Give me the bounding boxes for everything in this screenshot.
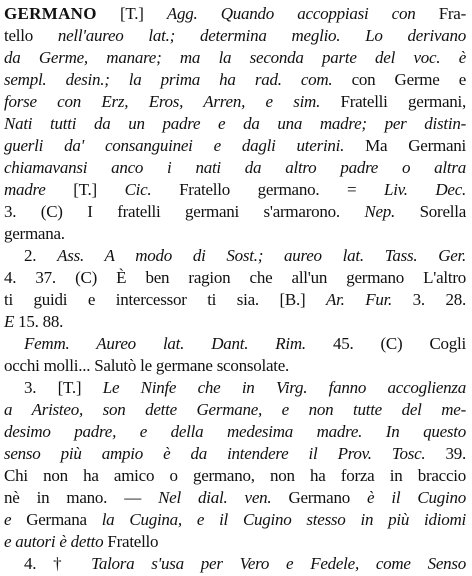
entry-line-10: 3. (C) I fratelli germani s'armarono. Nep. Sorella — [4, 202, 466, 221]
headword: GERMANO — [4, 4, 97, 23]
sense-3-line-5: Chi non ha amico o germano, non ha forza in braccio — [4, 466, 466, 485]
entry-line-7: guerli da' consanguinei e dagli uterini. Ma Germani — [4, 136, 466, 155]
entry-line-2: tello nell'aureo lat.; determina meglio. Lo derivano — [4, 26, 466, 45]
entry-line-5: forse con Erz, Eros, Arren, e sim. Fratelli germani, — [4, 92, 466, 111]
entry-line-1: GERMANO [T.] Agg. Quando accoppiasi con Fra- — [4, 4, 467, 23]
sense-3-line-4: senso più ampio è da intendere il Prov. Tosc. 39. — [4, 444, 466, 463]
sense-3-line-1: 3. [T.] Le Ninfe che in Virg. fanno accoglienza — [24, 378, 466, 397]
sense-2-line-1: 2. Ass. A modo di Sost.; aureo lat. Tass. Ger. — [24, 246, 466, 265]
sense-2-line-4: E 15. 88. — [4, 312, 64, 331]
sense-3-line-7: e Germana la Cugina, e il Cugino stesso in più idiomi — [4, 510, 466, 529]
sense-3-line-8: e autori è detto Fratello — [4, 532, 159, 551]
sense-2-line-3: ti guidi e intercessor ti sia. [B.] Ar. Fur. 3. 28. — [4, 290, 466, 309]
entry-line-9: madre [T.] Cic. Fratello germano. = Liv. Dec. — [4, 180, 466, 199]
entry-line-8: chiamavansi anco i nati da altro padre o altra — [4, 158, 466, 177]
sense-2-line-2: 4. 37. (C) È ben ragion che all'un germano L'altro — [4, 268, 466, 287]
sense-3-line-3: desimo padre, e della medesima madre. In questo — [4, 422, 466, 441]
entry-line-4: sempl. desin.; la prima ha rad. com. con Germe e — [4, 70, 467, 89]
entry-line-11: germana. — [4, 224, 65, 243]
entry-line-3: da Germe, manare; ma la seconda parte del voc. è — [4, 48, 466, 67]
femm-line-2: occhi molli... Salutò le germane sconsolate. — [4, 356, 290, 375]
sense-3-line-2: a Aristeo, son dette Germane, e non tutte del me- — [4, 400, 466, 419]
entry-line-6: Nati tutti da un padre e da una madre; per distin- — [4, 114, 466, 133]
sense-3-line-6: nè in mano. — Nel dial. ven. Germano è il Cugino — [4, 488, 466, 507]
femm-line-1: Femm. Aureo lat. Dant. Rim. 45. (C) Cogli — [24, 334, 466, 353]
sense-4-line-1: 4. † Talora s'usa per Vero e Fedele, come Senso — [24, 554, 467, 573]
